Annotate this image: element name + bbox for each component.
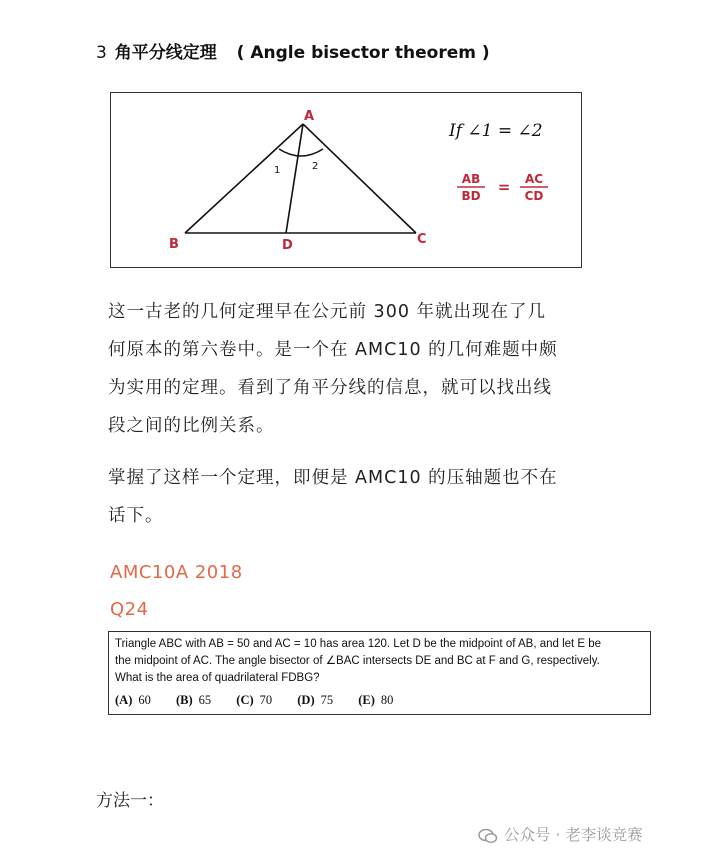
side-ac: [303, 124, 416, 233]
section-title-en: ( Angle bisector theorem ): [236, 43, 490, 63]
bisector-ad: [286, 124, 303, 233]
ratio-ab: AB: [461, 172, 481, 186]
choice-e-value: 80: [380, 693, 394, 707]
intro-line-1: 这一古老的几何定理早在公元前 300 年就出现在了几: [108, 302, 547, 322]
choice-c-label: (C): [236, 693, 254, 707]
choice-e: [358, 692, 393, 709]
choice-d: [297, 692, 333, 709]
ratio-equals: =: [497, 178, 511, 196]
choice-b-value: 65: [198, 693, 212, 707]
wechat-icon: [478, 828, 498, 844]
choice-a: [115, 692, 151, 709]
problem-line-2: the midpoint of AC. The angle bisector of ∠BAC intersects DE and BC at F and G, respectively.: [115, 655, 600, 667]
choice-b-label: (B): [175, 693, 193, 707]
section-number: 3: [96, 43, 107, 63]
summary-line-2: 话下。: [108, 506, 164, 526]
contest-title: AMC10A 2018: [110, 562, 243, 583]
ratio-cd: CD: [524, 189, 544, 203]
watermark: [478, 823, 643, 845]
ratio-ac: AC: [524, 172, 544, 186]
intro-line-3: 为实用的定理。看到了角平分线的信息，就可以找出线: [108, 378, 552, 398]
side-ab: [185, 124, 303, 233]
section-title-cn: 角平分线定理: [114, 43, 217, 63]
method-label: 方法一：: [96, 791, 164, 811]
angle-bisector-figure: [110, 92, 582, 268]
choice-a-value: 60: [138, 693, 151, 707]
choice-b: [176, 692, 211, 709]
section-heading: [96, 38, 490, 63]
answer-choices: [115, 692, 644, 709]
label-angle-1: 1: [274, 165, 281, 176]
label-c: C: [417, 232, 427, 247]
choice-d-value: 75: [320, 693, 334, 707]
problem-box: [108, 631, 651, 715]
intro-paragraph: [108, 293, 588, 445]
choice-c-value: 70: [259, 693, 273, 707]
watermark-text: 公众号 · 老李谈竞赛: [504, 826, 643, 844]
choice-d-label: (D): [297, 693, 315, 707]
label-d: D: [282, 238, 293, 253]
intro-line-4: 段之间的比例关系。: [108, 416, 275, 436]
question-number: Q24: [110, 599, 149, 620]
choice-a-label: (A): [115, 693, 133, 707]
condition-text: If ∠1 = ∠2: [449, 121, 543, 141]
label-a: A: [304, 109, 315, 124]
triangle-diagram: [111, 93, 583, 269]
ratio-bd: BD: [461, 189, 481, 203]
choice-e-label: (E): [358, 693, 375, 707]
summary-line-1: 掌握了这样一个定理，即便是 AMC10 的压轴题也不在: [108, 468, 558, 488]
choice-c: [236, 692, 272, 709]
label-angle-2: 2: [312, 161, 319, 172]
problem-line-3: What is the area of quadrilateral FDBG?: [115, 672, 320, 684]
summary-paragraph: [108, 459, 588, 535]
intro-line-2: 何原本的第六卷中。是一个在 AMC10 的几何难题中颇: [108, 340, 558, 360]
problem-line-1: Triangle ABC with AB = 50 and AC = 10 has area 120. Let D be the midpoint of AB, and let E be: [115, 638, 602, 650]
label-b: B: [169, 237, 179, 252]
angle-arc: [279, 149, 323, 156]
